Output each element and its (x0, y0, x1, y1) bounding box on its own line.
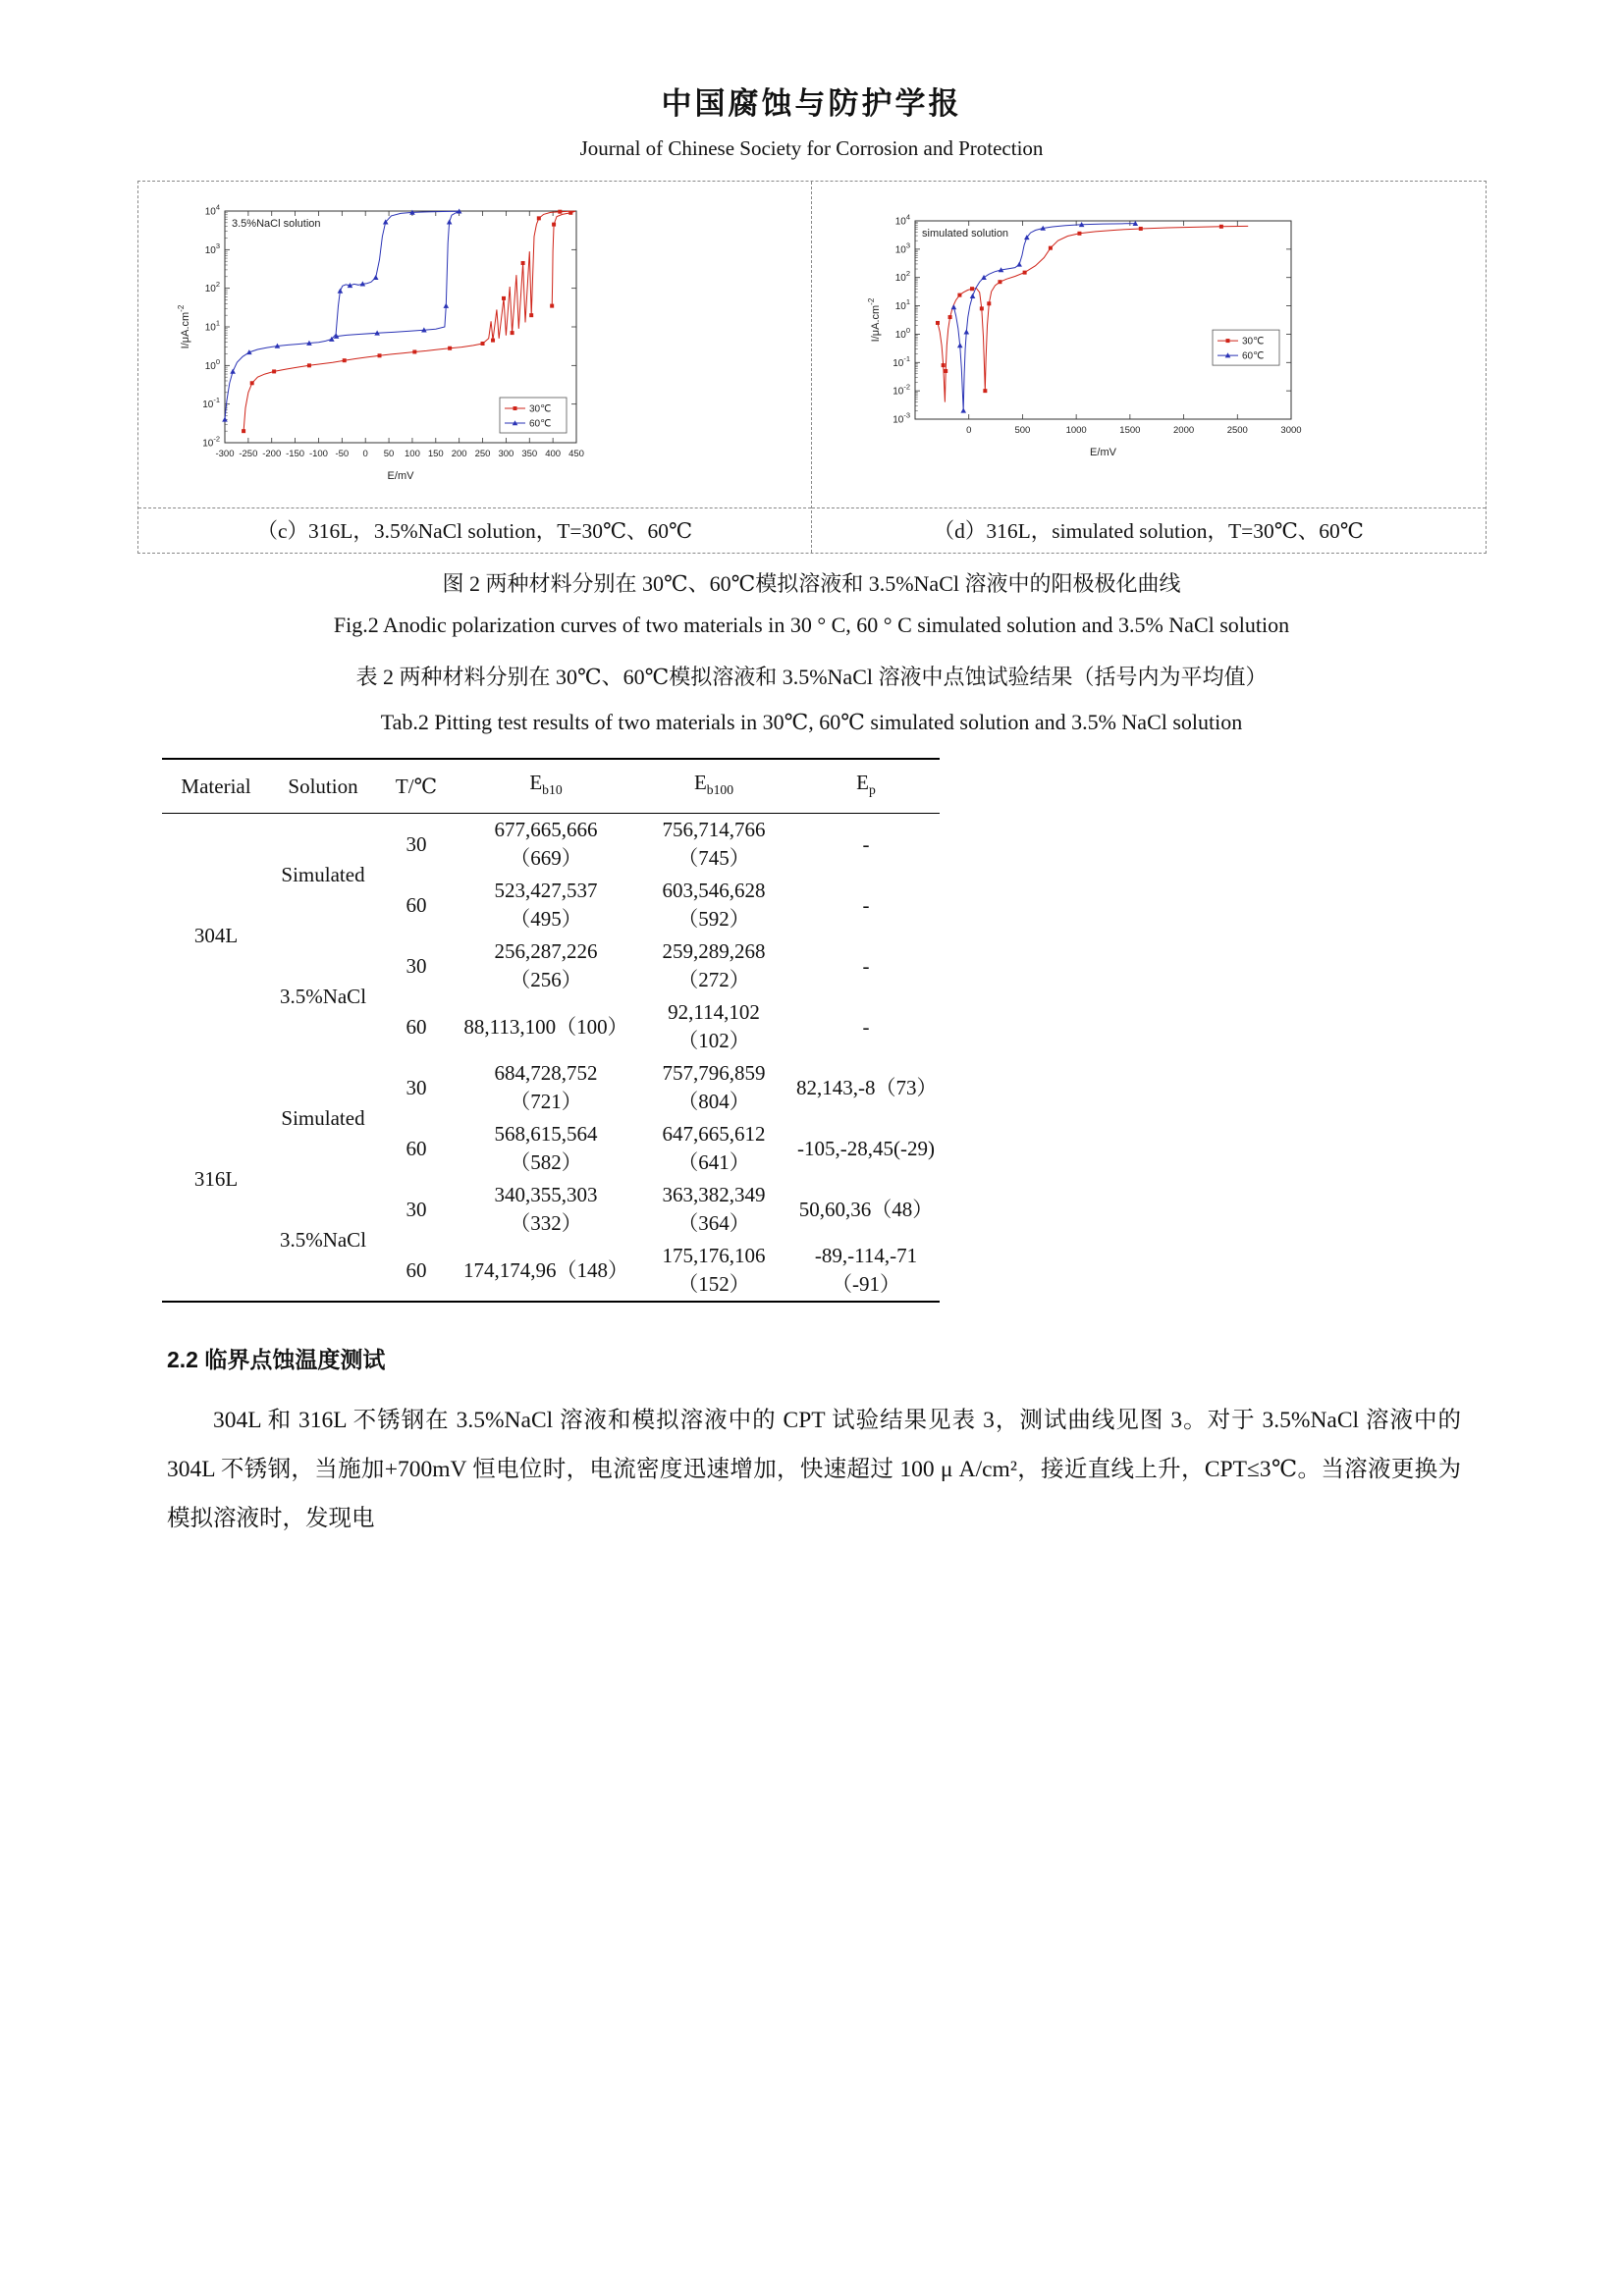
cell-ep: - (862, 831, 870, 856)
polarization-chart-c (176, 199, 588, 486)
col-header-eb10-base: E (529, 771, 543, 794)
cell-temperature: 60 (406, 1257, 427, 1282)
results-table-body (162, 814, 940, 1303)
col-header-ep-sub: p (869, 782, 876, 798)
svg-text:400: 400 (544, 449, 561, 459)
cell-eb10: 677,665,666 （669） (494, 818, 598, 871)
svg-text:30℃: 30℃ (1242, 336, 1265, 347)
svg-text:E/mV: E/mV (1090, 447, 1116, 458)
svg-text:103: $10^3$ (894, 240, 910, 256)
svg-text:-200: -200 (261, 449, 281, 459)
svg-text:-150: -150 (285, 449, 304, 459)
cell-temperature: 60 (406, 892, 427, 917)
cell-eb100: 175,176,106 （152） (662, 1244, 766, 1297)
table-2-caption-zh: 表 2 两种材料分别在 30℃、60℃模拟溶液和 3.5%NaCl 溶液中点蚀试验结果（括号内为平均值） (355, 665, 1268, 689)
svg-text:500: 500 (1014, 425, 1031, 436)
cell-temperature: 30 (406, 1075, 427, 1099)
cell-material: 304L (193, 923, 239, 947)
table-row (162, 1057, 940, 1118)
cell-eb10: 256,287,226 （256） (494, 939, 598, 992)
cell-ep: 50,60,36（48） (798, 1197, 934, 1221)
svg-text:10-2: $10^{-2}$ (201, 434, 220, 450)
cell-ep: - (862, 892, 870, 917)
cell-ep: - (862, 1014, 870, 1039)
col-header-solution: Solution (288, 774, 358, 798)
svg-text:104: $10^4$ (894, 212, 910, 228)
svg-text:2000: 2000 (1173, 425, 1195, 436)
cell-eb100: 363,382,349 （364） (662, 1183, 766, 1236)
svg-text:100: 100 (404, 449, 420, 459)
figure-2-caption-zh: 图 2 两种材料分别在 30℃、60℃模拟溶液和 3.5%NaCl 溶液中的阳极极化曲线 (442, 571, 1181, 596)
svg-text:103: $10^3$ (204, 240, 220, 256)
svg-text:I/μA.cm-2: $I/\mu A.cm^{-2}$ (867, 297, 882, 343)
figure-2-caption-en: Fig.2 Anodic polarization curves of two materials in 30 ° C, 60 ° C simulated solution and 3.5% NaCl solution (333, 613, 1290, 637)
cell-eb100: 259,289,268 （272） (662, 939, 766, 992)
svg-text:300: 300 (497, 449, 514, 459)
cell-solution: 3.5%NaCl (279, 984, 367, 1008)
panel-d-caption: （d）316L，simulated solution，T=30℃、60℃ (812, 507, 1486, 553)
col-header-eb10 (457, 759, 635, 814)
svg-text:350: 350 (520, 449, 537, 459)
svg-text:100: $10^0$ (894, 325, 910, 341)
svg-text:102: $10^2$ (204, 280, 220, 295)
cell-eb10: 684,728,752 （721） (494, 1061, 598, 1114)
svg-text:200: 200 (451, 449, 467, 459)
svg-text:I/μA.cm-2: $I/\mu A.cm^{-2}$ (176, 304, 191, 349)
svg-text:1500: 1500 (1119, 425, 1141, 436)
col-header-ep (792, 759, 940, 814)
col-header-eb100 (635, 759, 792, 814)
body-paragraph: 304L 和 316L 不锈钢在 3.5%NaCl 溶液和模拟溶液中的 CPT 试验结果见表 3，测试曲线见图 3。对于 3.5%NaCl 溶液中的 304L 不锈钢，当施加+700mV 恒电位时，电流密度迅速增加，快速超过 100 μ A/cm²，接近直线上升，CPT≤3℃。当溶液更换为模拟溶液时，发现电 (167, 1408, 1461, 1532)
svg-text:10-3: $10^{-3}$ (893, 410, 910, 426)
cell-temperature: 60 (406, 1136, 427, 1160)
figure-2-box (137, 181, 1487, 554)
chart-area-c (138, 182, 812, 507)
chart-area-d (812, 182, 1486, 507)
panel-c-caption: （c）316L，3.5%NaCl solution，T=30℃、60℃ (138, 507, 812, 553)
svg-text:simulated solution: simulated solution (922, 228, 1009, 240)
cell-material: 316L (193, 1166, 239, 1191)
svg-text:-100: -100 (308, 449, 328, 459)
svg-text:-50: -50 (334, 449, 349, 459)
figure-panel-c (138, 182, 812, 553)
cell-eb100: 92,114,102（102） (668, 1000, 760, 1053)
cell-eb10: 340,355,303 （332） (494, 1183, 598, 1236)
svg-text:1000: 1000 (1065, 425, 1087, 436)
figure-panel-d (811, 182, 1486, 553)
cell-eb100: 647,665,612 （641） (662, 1122, 766, 1175)
cell-temperature: 30 (406, 1197, 427, 1221)
svg-text:3.5%NaCl solution: 3.5%NaCl solution (231, 218, 320, 230)
cell-ep: -105,-28,45(-29) (797, 1136, 935, 1160)
cell-eb100: 757,796,859 （804） (662, 1061, 766, 1114)
cell-ep: - (862, 953, 870, 978)
col-header-eb100-base: E (693, 771, 707, 794)
cell-solution: Simulated (281, 1105, 365, 1130)
results-table (162, 758, 940, 1303)
table-row (162, 1179, 940, 1240)
svg-text:102: $10^2$ (894, 269, 910, 285)
cell-temperature: 60 (406, 1014, 427, 1039)
cell-ep: 82,143,-8（73） (796, 1075, 938, 1099)
cell-eb10: 523,427,537 （495） (494, 879, 598, 932)
table-2-caption-en: Tab.2 Pitting test results of two materials in 30℃, 60℃ simulated solution and 3.5% NaCl solution (380, 710, 1243, 734)
svg-text:450: 450 (568, 449, 584, 459)
cell-ep: -89,-114,-71 （-91） (814, 1244, 918, 1297)
cell-eb10: 88,113,100（100） (463, 1014, 628, 1039)
svg-text:60℃: 60℃ (1242, 350, 1265, 362)
table-row (162, 935, 940, 996)
cell-temperature: 30 (406, 831, 427, 856)
svg-text:60℃: 60℃ (528, 418, 551, 430)
col-header-temperature: T/℃ (395, 774, 438, 798)
svg-text:10-2: $10^{-2}$ (893, 382, 910, 398)
svg-text:10-1: $10^{-1}$ (893, 353, 910, 369)
col-header-ep-base: E (856, 771, 869, 794)
cell-eb10: 174,174,96（148） (463, 1257, 628, 1282)
table-row (162, 814, 940, 876)
svg-text:10-1: $10^{-1}$ (201, 396, 220, 411)
svg-text:E/mV: E/mV (387, 470, 413, 482)
svg-text:0: 0 (966, 425, 972, 436)
svg-text:50: 50 (383, 449, 394, 459)
svg-text:30℃: 30℃ (528, 403, 551, 415)
cell-temperature: 30 (406, 953, 427, 978)
svg-text:150: 150 (427, 449, 444, 459)
cell-eb100: 603,546,628 （592） (662, 879, 766, 932)
journal-title-en: Journal of Chinese Society for Corrosion and Protection (579, 136, 1044, 160)
col-header-eb100-sub: b100 (706, 782, 734, 798)
col-header-material: Material (181, 774, 251, 798)
cell-solution: Simulated (281, 862, 365, 886)
svg-text:-300: -300 (214, 449, 235, 459)
svg-text:104: $10^4$ (204, 202, 220, 218)
svg-text:101: $10^1$ (204, 318, 220, 334)
cell-eb10: 568,615,564 （582） (494, 1122, 598, 1175)
cell-eb100: 756,714,766 （745） (662, 818, 766, 871)
svg-text:100: $10^0$ (204, 356, 220, 372)
col-header-eb10-sub: b10 (542, 782, 563, 798)
svg-text:3000: 3000 (1280, 425, 1302, 436)
svg-text:0: 0 (362, 449, 368, 459)
section-heading: 2.2 临界点蚀温度测试 (167, 1347, 386, 1373)
cell-solution: 3.5%NaCl (279, 1227, 367, 1252)
svg-text:101: $10^1$ (894, 297, 910, 313)
journal-title-zh: 中国腐蚀与防护学报 (661, 86, 962, 121)
svg-text:2500: 2500 (1226, 425, 1248, 436)
svg-text:250: 250 (474, 449, 490, 459)
polarization-chart-d (866, 209, 1303, 462)
svg-text:-250: -250 (238, 449, 257, 459)
table-header-row (162, 759, 940, 814)
